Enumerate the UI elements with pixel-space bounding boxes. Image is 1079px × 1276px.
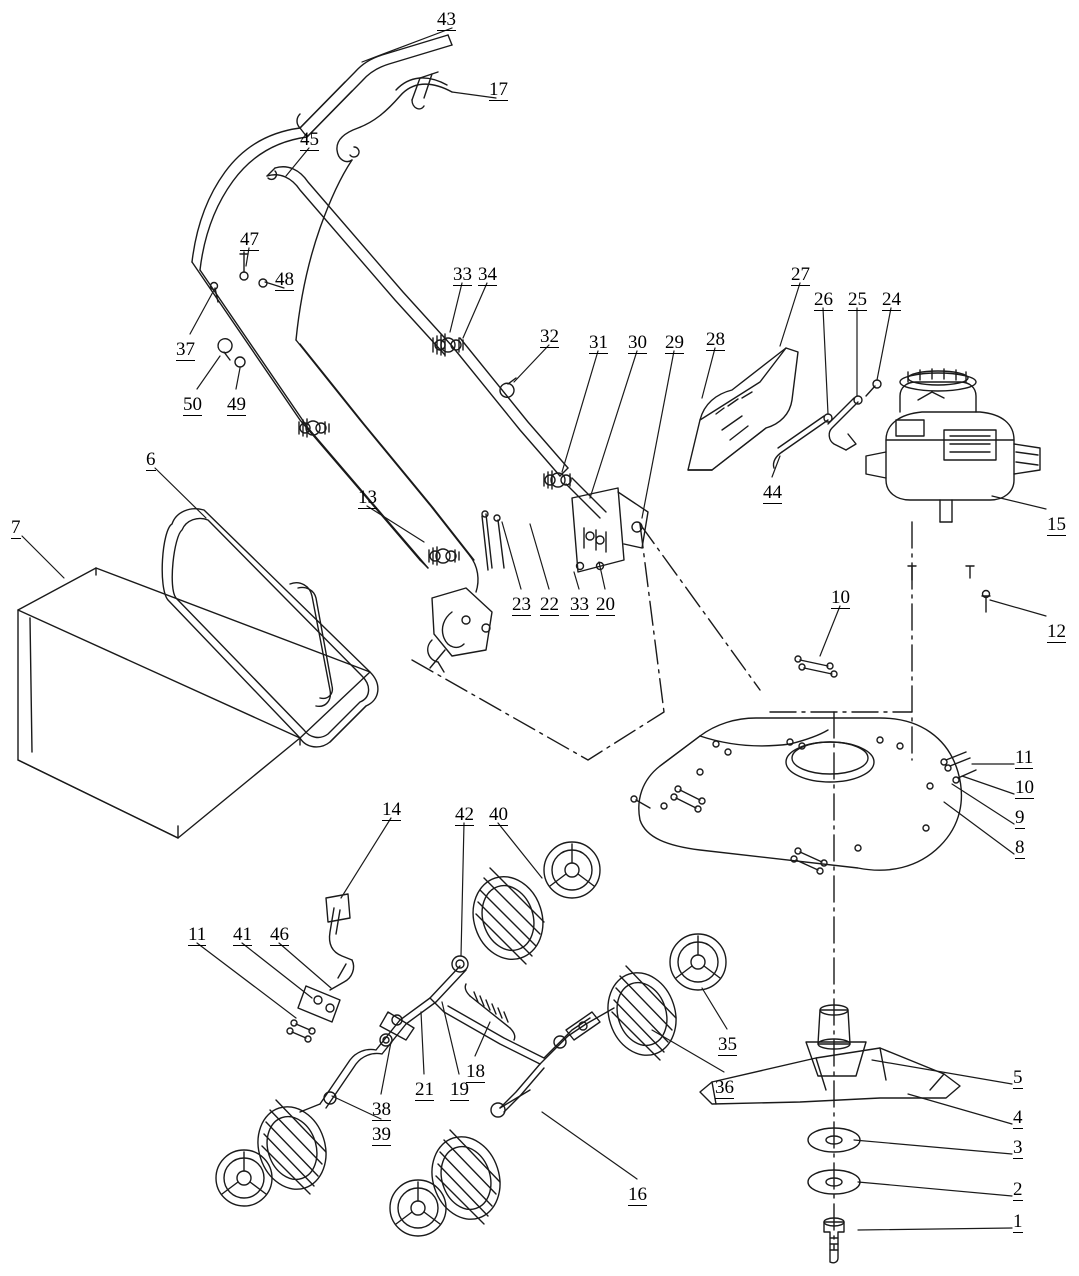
- callout-number-24: 24: [882, 289, 901, 310]
- callout-number-41: 41: [233, 924, 252, 945]
- callout-number-9: 9: [1015, 807, 1025, 828]
- callout-number-10: 10: [1015, 777, 1034, 798]
- callout-number-36: 36: [715, 1077, 734, 1098]
- lower-handle-right-rail: [452, 338, 606, 518]
- callout-number-39: 39: [372, 1124, 391, 1145]
- bolt-12: [982, 591, 990, 613]
- engine-bolt-a: [908, 566, 916, 580]
- hubcap-front-left: [544, 842, 600, 898]
- bracket-41-46: [287, 986, 340, 1042]
- callout-number-18: 18: [466, 1061, 485, 1082]
- callout-number-1: 1: [1013, 1211, 1023, 1232]
- pin-23-22: [482, 511, 504, 570]
- callout-number-48: 48: [275, 269, 294, 290]
- callout-number-4: 4: [1013, 1107, 1023, 1128]
- callout-number-10: 10: [831, 587, 850, 608]
- callout-number-8: 8: [1015, 837, 1025, 858]
- wheel-front-left: [463, 868, 554, 969]
- callout-number-44: 44: [763, 482, 782, 503]
- callout-number-30: 30: [628, 332, 647, 353]
- hubcap-rear-left: [216, 1150, 272, 1206]
- callout-number-34: 34: [478, 264, 497, 285]
- screw-37: [211, 283, 219, 303]
- callout-number-13: 13: [358, 487, 377, 508]
- callout-number-14: 14: [382, 799, 401, 820]
- callout-number-17: 17: [489, 79, 508, 100]
- callout-number-5: 5: [1013, 1067, 1023, 1088]
- callout-number-49: 49: [227, 394, 246, 415]
- callout-number-31: 31: [589, 332, 608, 353]
- hubcap-front-right: [390, 1180, 446, 1236]
- engine-bolt-b: [966, 566, 974, 578]
- upper-handle-bar: [192, 35, 452, 270]
- callout-number-27: 27: [791, 264, 810, 285]
- callout-number-28: 28: [706, 329, 725, 350]
- right-handle-bar: [267, 167, 452, 355]
- deck-construction-lines: [412, 524, 760, 760]
- hubcap-rear-right: [670, 934, 726, 990]
- blade-adapter-5: [806, 1005, 866, 1076]
- callout-number-47: 47: [240, 229, 259, 250]
- callout-number-21: 21: [415, 1079, 434, 1100]
- engine-15: [866, 369, 1040, 522]
- callout-number-32: 32: [540, 326, 559, 347]
- callout-number-25: 25: [848, 289, 867, 310]
- wheel-front-right: [422, 1128, 511, 1228]
- callout-number-2: 2: [1013, 1179, 1023, 1200]
- callout-number-50: 50: [183, 394, 202, 415]
- wheel-rear-right: [598, 964, 687, 1064]
- callout-number-11: 11: [1015, 747, 1034, 768]
- callout-number-3: 3: [1013, 1137, 1023, 1158]
- callout-number-45: 45: [300, 129, 319, 150]
- callout-number-22: 22: [540, 594, 559, 615]
- cable-clip-47: [240, 252, 248, 280]
- handle-knob-cluster-lower: [429, 547, 459, 565]
- bag-frame-6: [162, 509, 378, 747]
- cable-clip-48: [259, 279, 267, 287]
- callout-number-29: 29: [665, 332, 684, 353]
- callout-number-6: 6: [146, 449, 156, 470]
- callout-number-43: 43: [437, 9, 456, 30]
- callout-number-26: 26: [814, 289, 833, 310]
- callout-number-20: 20: [596, 594, 615, 615]
- callout-leaders: [22, 28, 1046, 1230]
- handle-knob-cluster-upper: [433, 334, 463, 356]
- callout-number-16: 16: [628, 1184, 647, 1205]
- handle-cable-run: [296, 160, 478, 592]
- deck-fasteners-right: [941, 752, 976, 783]
- rod-24: [866, 380, 881, 396]
- control-cable-17: [337, 72, 452, 162]
- callout-number-33: 33: [570, 594, 589, 615]
- callout-number-7: 7: [11, 517, 21, 538]
- callout-number-42: 42: [455, 804, 474, 825]
- callout-number-19: 19: [450, 1079, 469, 1100]
- callout-number-35: 35: [718, 1034, 737, 1055]
- callout-number-12: 12: [1047, 621, 1066, 642]
- callout-number-23: 23: [512, 594, 531, 615]
- lower-bracket-13: [428, 588, 492, 672]
- callout-number-33: 33: [453, 264, 472, 285]
- lever-25: [828, 396, 862, 450]
- nut-49: [235, 357, 245, 367]
- rod-26: [773, 414, 832, 468]
- callout-number-11: 11: [188, 924, 207, 945]
- callout-number-15: 15: [1047, 514, 1066, 535]
- callout-number-46: 46: [270, 924, 289, 945]
- engine-center-axis: [834, 522, 912, 1250]
- callout-number-37: 37: [176, 339, 195, 360]
- spring-18: [465, 984, 515, 1040]
- height-lever-14: [326, 894, 354, 990]
- handle-knob-cluster-mid: [299, 419, 329, 437]
- knob-32: [500, 378, 516, 397]
- callout-number-38: 38: [372, 1099, 391, 1120]
- callout-number-40: 40: [489, 804, 508, 825]
- wheel-rear-left: [248, 1098, 337, 1198]
